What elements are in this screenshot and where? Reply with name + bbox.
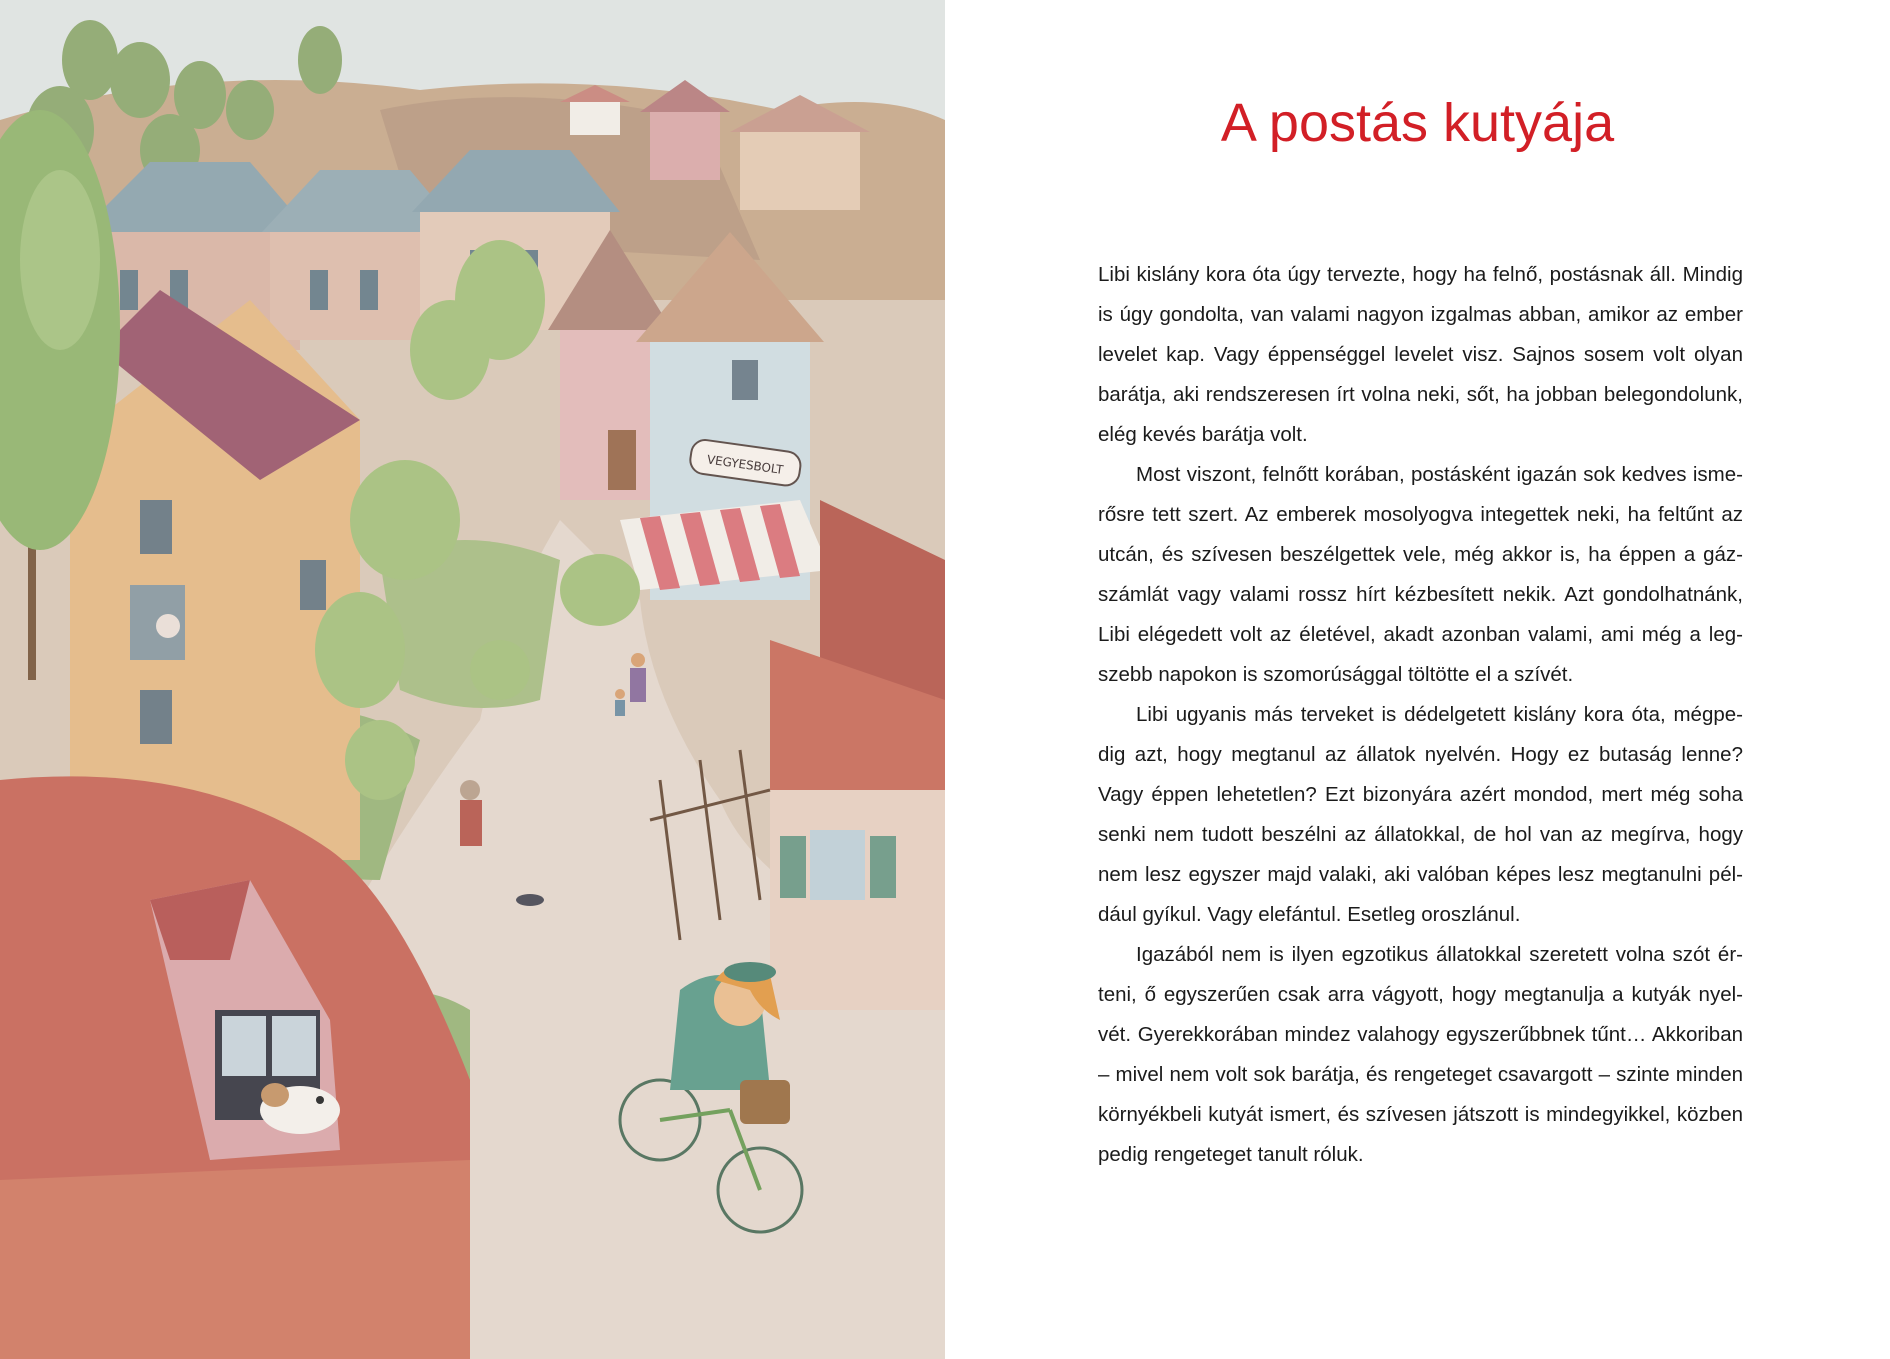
chapter-title: A postás kutyája [1220, 93, 1615, 153]
paragraph-4: Igazából nem is ilyen egzotikus állatokkal szeretett volna szót érteni, ő egyszerűen csak arra vágyott, hogy megtanulja a kutyák nyelvét. Gyerekkorában mindez valahogy egyszerűbbnek tűnt… Akkoriban – mivel nem volt sok barátja, és rengeteget csavargott – szinte minden környékbeli kutyát ismert, és szívesen játszott is mindegyikkel, közben pedig rengeteget tanult róluk. [1098, 943, 1743, 1166]
text-page [945, 0, 1890, 1359]
paragraph-1: Libi kislány kora óta úgy tervezte, hogy ha felnő, postásnak áll. Mindig is úgy gondolta, van valami nagyon izgalmas abban, amikor az ember levelet kap. Vagy éppenséggel levelet visz. Sajnos sosem volt olyan barátja, aki rendszeresen írt volna neki, sőt, ha jobban belegondolunk, elég kevés barátja volt. [1098, 263, 1743, 446]
story-body [1098, 255, 1743, 1175]
paragraph-3: Libi ugyanis más terveket is dédelgetett kislány kora óta, mégpedig azt, hogy megtanul az állatok nyelvén. Hogy ez butaság lenne? Vagy éppen lehetetlen? Ezt bizonyára azért mondod, mert még soha senki nem tudott beszélni az állatokkal, de hol van az megírva, hogy nem lesz egyszer majd valaki, aki valóban képes lesz megtanulni például gyíkul. Vagy elefántul. Esetleg oroszlánul. [1098, 703, 1743, 926]
paragraph-2: Most viszont, felnőtt korában, postásként igazán sok kedves ismerősre tett szert. Az emberek mosolyogva integettek neki, ha feltűnt az utcán, és szívesen beszélgettek vele, még akkor is, ha éppen a gázszámlát vagy valami rossz hírt kézbesített nekik. Azt gondolhatnánk, Libi elégedett volt az életével, akadt azonban valami, ami még a legszebb napokon is szomorúsággal töltötte el a szívét. [1098, 463, 1743, 686]
shop-sign-text: VEGYESBOLT [706, 452, 785, 477]
